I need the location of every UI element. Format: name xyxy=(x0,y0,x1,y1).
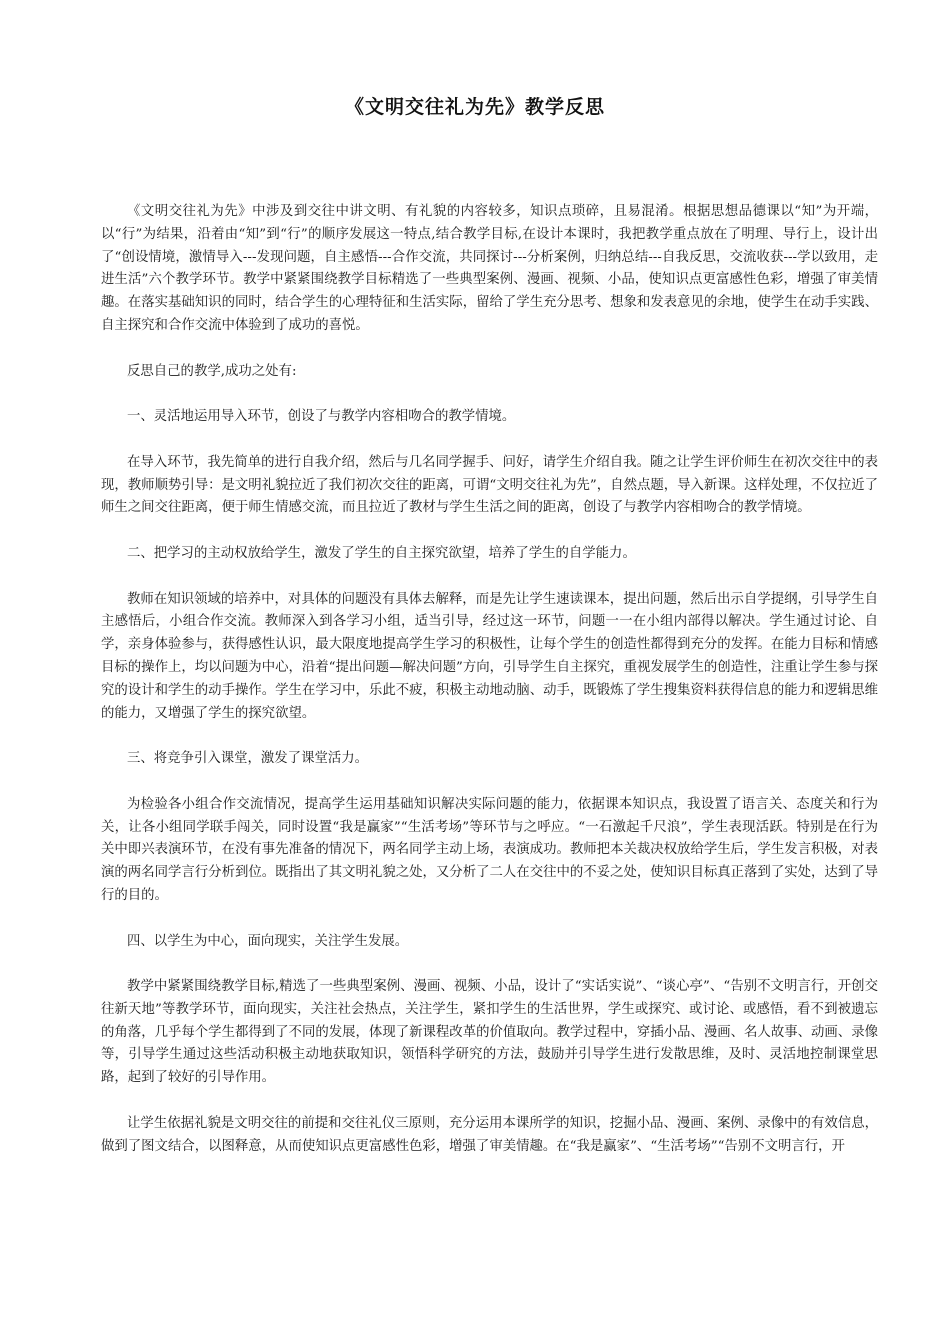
section-heading-4: 四、以学生为中心，面向现实，关注学生发展。 xyxy=(127,933,409,949)
section-heading-3: 三、将竞争引入课堂，激发了课堂活力。 xyxy=(127,751,369,767)
paragraph-continued: 让学生依据礼貌是文明交往的前提和交往礼仪三原则，充分运用本课所学的知识，挖掘小品、漫画、案例、录像中的有效信息，做到了图文结合，以图释意，从而使知识点更富感性色彩，增强了审美情趣。在“我是赢家”、“生活考场”“告别不文明言行，开 xyxy=(101,1115,878,1154)
paragraph-section-1: 在导入环节，我先简单的进行自我介绍，然后与几名同学握手、问好，请学生介绍自我。随之让学生评价师生在初次交往中的表现，教师顺势引导：是文明礼貌拉近了我们初次交往的距离，可谓“文明交往礼为先”，自然点题，导入新课。这样处理，不仅拉近了师生之间交往距离，便于师生情感交流，而且拉近了教材与学生生活之间的距离，创设了与教学内容相吻合的教学情境。 xyxy=(101,454,878,516)
paragraph-section-4: 教学中紧紧围绕教学目标,精选了一些典型案例、漫画、视频、小品，设计了“实话实说”、“谈心亭”、“告别不文明言行，开创交往新天地”等教学环节，面向现实，关注社会热点，关注学生，紧扣学生的生活世界，学生或探究、或讨论、或感悟，看不到被遗忘的角落，几乎每个学生都得到了不同的发展，体现了新课程改革的价值取向。教学过程中，穿插小品、漫画、名人故事、动画、录像等，引导学生通过这些活动积极主动地获取知识，领悟科学研究的方法，鼓励并引导学生进行发散思维，及时、灵活地控制课堂思路，起到了较好的引导作用。 xyxy=(101,979,878,1086)
section-heading-2: 二、把学习的主动权放给学生，激发了学生的自主探究欲望，培养了学生的自学能力。 xyxy=(127,545,636,561)
paragraph-section-2: 教师在知识领域的培养中，对具体的问题没有具体去解释，而是先让学生速读课本，提出问题，然后出示自学提纲，引导学生自主感悟后，小组合作交流。教师深入到各学习小组，适当引导，经过这一环节，问题一一在小组内部得以解决。学生通过讨论、自学，亲身体验参与，获得感性认识，最大限度地提高学生学习的积极性，让每个学生的创造性都得到充分的发挥。在能力目标和情感目标的操作上，均以问题为中心，沿着“提出问题—解决问题”方向，引导学生自主探究，重视发展学生的创造性，注重让学生参与探究的设计和学生的动手操作。学生在学习中，乐此不疲，积极主动地动脑、动手，既锻炼了学生搜集资料获得信息的能力和逻辑思维的能力，又增强了学生的探究欲望。 xyxy=(101,591,878,721)
paragraph-intro: 《文明交往礼为先》中涉及到交往中讲文明、有礼貌的内容较多，知识点琐碎，且易混淆。根据思想品德课以“知”为开端，以“行”为结果，沿着由“知”到“行”的顺序发展这一特点,结合教学目标,在设计本课时，我把教学重点放在了明理、导行上，设计出了“创设情境，激情导入---发现问题，自主感悟---合作交流，共同探讨---分析案例，归纳总结---自我反思，交流收获---学以致用，走进生活”六个教学环节。教学中紧紧围绕教学目标精选了一些典型案例、漫画、视频、小品，使知识点更富感性色彩，增强了审美情趣。在落实基础知识的同时，结合学生的心理特征和生活实际，留给了学生充分思考、想象和发表意见的余地，使学生在动手实践、自主探究和合作交流中体验到了成功的喜悦。 xyxy=(101,204,878,333)
paragraph-reflection-lead: 反思自己的教学,成功之处有: xyxy=(127,363,297,379)
document-body xyxy=(101,201,878,1181)
section-heading-1: 一、灵活地运用导入环节，创设了与教学内容相吻合的教学情境。 xyxy=(127,409,516,425)
document-title: 《文明交往礼为先》教学反思 xyxy=(344,96,605,118)
paragraph-section-3: 为检验各小组合作交流情况，提高学生运用基础知识解决实际问题的能力，依据课本知识点，我设置了语言关、态度关和行为关，让各小组同学联手闯关，同时设置“我是赢家”“生活考场”等环节与之呼应。“一石激起千尺浪”，学生表现活跃。特别是在行为关中即兴表演环节，在没有事先准备的情况下，两名同学主动上场，表演成功。教师把本关裁决权放给学生后，学生发言积极，对表演的两名同学言行分析到位。既指出了其文明礼貌之处，又分析了二人在交往中的不妥之处，使知识目标真正落到了实处，达到了导行的目的。 xyxy=(101,796,878,903)
